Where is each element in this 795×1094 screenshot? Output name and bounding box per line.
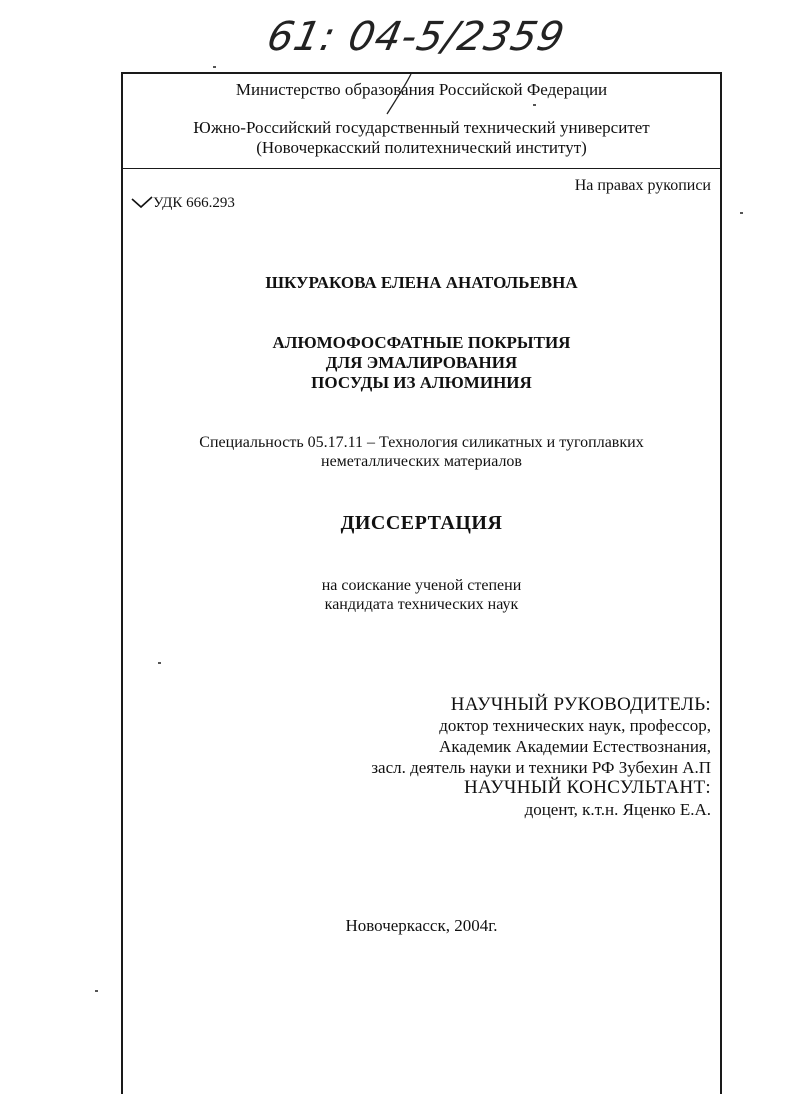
consultant-line-1: доцент, к.т.н. Яценко Е.А.: [524, 800, 711, 819]
specialty-line-2: неметаллических материалов: [321, 453, 522, 470]
scan-speck: [213, 66, 216, 68]
udk-code: [131, 195, 235, 212]
supervisor-line-2: Академик Академии Естествознания,: [439, 737, 711, 756]
udk-text: УДК 666.293: [153, 195, 235, 211]
place-year: Новочеркасск, 2004г.: [345, 916, 498, 935]
degree-line-2: кандидата технических наук: [324, 596, 519, 613]
header-divider: [121, 168, 720, 169]
scan-speck: [740, 212, 743, 214]
specialty-line-1: Специальность 05.17.11 – Технология силикатных и тугоплавких: [199, 434, 644, 451]
handwritten-archive-number: 61: 04-5/2359: [263, 14, 570, 60]
scan-speck: [95, 990, 98, 992]
degree-line-1: на соискание ученой степени: [321, 577, 522, 594]
supervisor-line-3: засл. деятель науки и техники РФ Зубехин А.П: [371, 758, 711, 777]
udk-handwritten-mark: [131, 195, 153, 209]
title-line-1: АЛЮМОФОСФАТНЫЕ ПОКРЫТИЯ: [272, 333, 571, 352]
supervisor-heading: НАУЧНЫЙ РУКОВОДИТЕЛЬ:: [450, 694, 711, 715]
title-line-2: ДЛЯ ЭМАЛИРОВАНИЯ: [325, 353, 518, 372]
title-line-3: ПОСУДЫ ИЗ АЛЮМИНИЯ: [311, 373, 532, 392]
university-name: Южно-Российский государственный технический университет: [193, 118, 650, 137]
scan-speck: [158, 662, 161, 664]
ministry-name: Министерство образования Российской Федерации: [235, 80, 608, 99]
rights-notice: На правах рукописи: [574, 177, 711, 194]
consultant-heading: НАУЧНЫЙ КОНСУЛЬТАНТ:: [463, 777, 711, 798]
supervisor-line-1: доктор технических наук, профессор,: [439, 716, 711, 735]
scan-speck: [533, 104, 536, 106]
document-type: ДИССЕРТАЦИЯ: [340, 512, 503, 534]
university-subtitle: (Новочеркасский политехнический институт): [256, 138, 587, 157]
author-name: ШКУРАКОВА ЕЛЕНА АНАТОЛЬЕВНА: [265, 273, 578, 292]
